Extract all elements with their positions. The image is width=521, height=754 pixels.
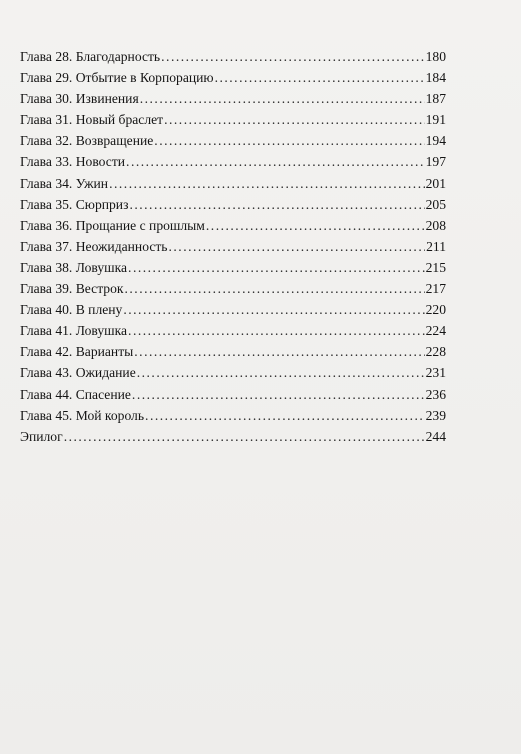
toc-entry-title: Глава 41. Ловушка (20, 323, 128, 339)
toc-entry-title: Глава 34. Ужин (20, 175, 109, 191)
toc-entry-page: 228 (425, 344, 446, 360)
toc-entry-title: Глава 43. Ожидание (20, 365, 136, 381)
toc-entry-title: Глава 32. Возвращение (20, 133, 154, 149)
toc-entry-ch32 (20, 130, 446, 151)
toc-leader-dots (128, 257, 425, 278)
toc-entry-page: 180 (425, 49, 446, 64)
toc-entry-page: 215 (425, 259, 446, 275)
toc-leader-dots (64, 426, 425, 447)
toc-entry-page: 187 (425, 91, 446, 107)
toc-entry-page: 220 (425, 302, 446, 318)
toc-leader-dots (161, 46, 424, 67)
table-of-contents (20, 46, 446, 447)
toc-entry-title: Глава 40. В плену (20, 302, 123, 318)
toc-leader-dots (164, 109, 425, 130)
toc-entry-ch29 (20, 67, 446, 88)
toc-entry-ch42 (20, 341, 446, 362)
toc-entry-title: Глава 36. Прощание с прошлым (20, 217, 205, 233)
toc-leader-dots (154, 130, 424, 151)
toc-entry-title: Глава 35. Сюрприз (20, 196, 129, 212)
toc-entry-ch30 (20, 88, 446, 109)
toc-entry-ch37 (20, 236, 446, 257)
toc-entry-page: 239 (425, 407, 446, 423)
toc-entry-page: 244 (425, 428, 446, 444)
toc-entry-title: Глава 28. Благодарность (20, 49, 161, 64)
toc-entry-ch39 (20, 278, 446, 299)
toc-entry-title: Глава 30. Извинения (20, 91, 139, 107)
toc-entry-title: Глава 45. Мой король (20, 407, 145, 423)
toc-entry-page: 184 (425, 70, 446, 86)
toc-leader-dots (206, 215, 425, 236)
toc-entry-page: 208 (425, 217, 446, 233)
toc-entry-page: 191 (425, 112, 446, 128)
toc-entry-title: Глава 38. Ловушка (20, 259, 128, 275)
toc-entry-epilogue (20, 426, 446, 447)
toc-entry-ch38 (20, 257, 446, 278)
toc-entry-page: 201 (425, 175, 446, 191)
toc-leader-dots (169, 236, 426, 257)
toc-entry-title: Глава 39. Вестрок (20, 281, 124, 297)
toc-leader-dots (215, 67, 425, 88)
toc-entry-page: 205 (425, 196, 446, 212)
toc-entry-title: Глава 42. Варианты (20, 344, 134, 360)
toc-entry-ch28 (20, 46, 446, 67)
toc-entry-ch31 (20, 109, 446, 130)
toc-entry-title: Эпилог (20, 428, 63, 444)
toc-entry-ch35 (20, 194, 446, 215)
toc-leader-dots (140, 88, 425, 109)
toc-leader-dots (128, 320, 425, 341)
toc-entry-page: 197 (425, 154, 446, 170)
toc-entry-ch40 (20, 299, 446, 320)
toc-entry-page: 236 (425, 386, 446, 402)
toc-entry-ch41 (20, 320, 446, 341)
toc-entry-ch33 (20, 151, 446, 172)
toc-entry-page: 224 (425, 323, 446, 339)
toc-entry-ch45 (20, 405, 446, 426)
toc-entry-title: Глава 37. Неожиданность (20, 238, 168, 254)
toc-entry-page: 231 (425, 365, 446, 381)
toc-entry-ch43 (20, 362, 446, 383)
toc-leader-dots (126, 151, 425, 172)
toc-leader-dots (123, 299, 424, 320)
toc-leader-dots (129, 194, 424, 215)
toc-entry-page: 211 (426, 238, 446, 254)
toc-leader-dots (145, 405, 425, 426)
toc-leader-dots (125, 278, 425, 299)
toc-entry-ch44 (20, 384, 446, 405)
toc-entry-page: 194 (425, 133, 446, 149)
toc-entry-ch34 (20, 173, 446, 194)
toc-entry-ch36 (20, 215, 446, 236)
toc-leader-dots (109, 173, 425, 194)
toc-leader-dots (132, 384, 425, 405)
toc-leader-dots (137, 362, 425, 383)
toc-leader-dots (134, 341, 424, 362)
toc-entry-page: 217 (425, 281, 446, 297)
toc-entry-title: Глава 31. Новый браслет (20, 112, 164, 128)
toc-entry-title: Глава 33. Новости (20, 154, 126, 170)
toc-entry-title: Глава 29. Отбытие в Корпорацию (20, 70, 214, 86)
toc-entry-title: Глава 44. Спасение (20, 386, 131, 402)
